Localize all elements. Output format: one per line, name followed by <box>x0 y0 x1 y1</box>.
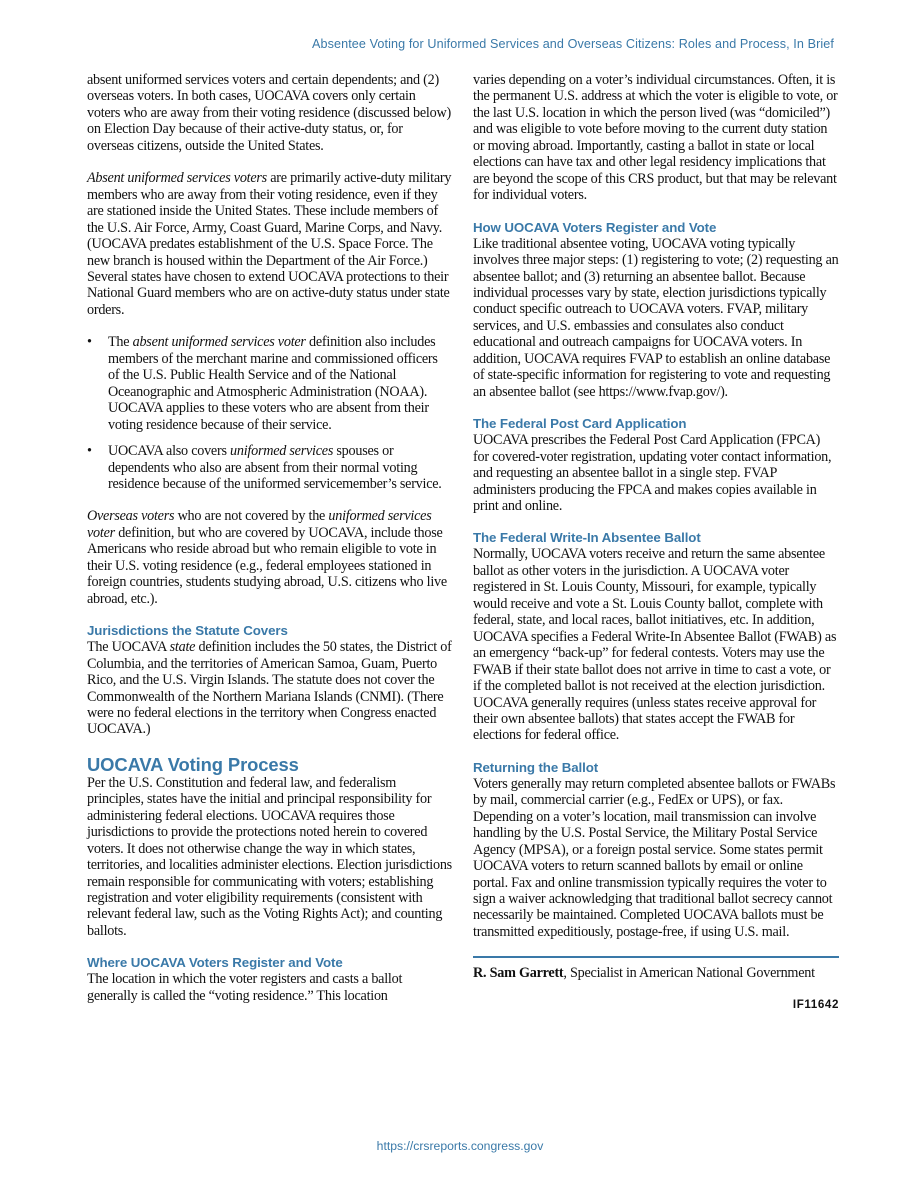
bullet-icon: • <box>87 334 92 351</box>
section-heading: How UOCAVA Voters Register and Vote <box>473 219 717 235</box>
document-id: IF11642 <box>792 997 839 1011</box>
paragraph-text: who are not covered by the <box>174 508 329 525</box>
bullet-list <box>87 334 452 492</box>
paragraph: UOCAVA prescribes the Federal Post Card Application (FPCA) for covered-voter registration, updating voter contact information, and requesting an absentee ballot in a single step. FVAP administers producing the FPCA and makes copies available in print and online. <box>473 432 832 514</box>
paragraph: Voters generally may return completed absentee ballots or FWABs by mail, commercial carrier (e.g., FedEx or UPS), or fax. Depending on a voter’s location, mail transmission can involve handling by the U.S. Postal Service, the Military Postal Service Agency (MPSA), or a foreign postal service. Some states permit UOCAVA voters to return scanned ballots by email or online portal. Fax and online transmission typically requires the voter to sign a waiver acknowledging that traditional ballot secrecy cannot necessarily be maintained. Completed UOCAVA ballots must be transmitted expeditiously, postage-free, if using U.S. mail. <box>473 775 836 940</box>
author-block <box>473 956 839 1010</box>
major-heading: UOCAVA Voting Process <box>87 753 299 775</box>
defined-term: absent uniformed services voter <box>132 334 306 351</box>
running-header: Absentee Voting for Uniformed Services and Overseas Citizens: Roles and Process, In Brief <box>312 37 834 51</box>
paragraph: Normally, UOCAVA voters receive and return the same absentee ballot as other voters in the jurisdiction. A UOCAVA voter registered in St. Louis County, Missouri, for example, typically would receive and vote a St. Louis County ballot, complete with federal, state, and local races, ballot initiatives, etc. In addition, UOCAVA specifies a Federal Write-In Absentee Ballot (FWAB) as an emergency “back-up” for federal contests. Voters may use the FWAB if their state ballot does not arrive in time to cast a vote, or if the completed ballot is not received at the election jurisdiction. UOCAVA generally requires (unless states receive approval for their own absentee ballots) that states accept the FWAB for elections for federal office. <box>473 546 837 744</box>
paragraph: The location in which the voter registers and casts a ballot generally is called the “voting residence.” This location <box>87 971 403 1004</box>
paragraph-text: definition, but who are covered by UOCAVA, include those Americans who reside abroad but who remain eligible to vote in their U.S. voting residence (e.g., federal employees stationed in foreign countries, students studying abroad, U.S. citizens who live abroad, etc.). <box>87 524 447 607</box>
author-line <box>473 965 839 981</box>
author-title: , Specialist in American National Government <box>563 965 815 982</box>
paragraph: Like traditional absentee voting, UOCAVA voting typically involves three major steps: (1) registering to vote; (2) requesting an absentee ballot; and (3) returning an absentee ballot. Because individual processes vary by state, election jurisdictions typically conduct specific outreach to UOCAVA voters. FVAP, military services, and U.S. embassies and consulates also conduct educational and outreach campaigns for UOCAVA voters. In addition, UOCAVA requires FVAP to establish an online database of state-specific information for registering to vote and requesting an absentee ballot (see https://www.fvap.gov/). <box>473 235 839 400</box>
defined-term: state <box>169 639 196 656</box>
paragraph-text: definition includes the 50 states, the District of Columbia, and the territories of American Samoa, Guam, Puerto Rico, and the U.S. Virgin Islands. The statute does not cover the Commonwealth of the Northern Mariana Islands (CNMI). (There were no federal elections in the territory when Congress enacted UOCAVA.) <box>87 639 452 738</box>
list-item <box>87 443 452 492</box>
paragraph-text: are primarily active-duty military members who are away from their voting residence, even if they are stationed inside the United States. These include members of the U.S. Air Force, Army, Coast Guard, Marine Corps, and Navy. (UOCAVA predates establishment of the U.S. Space Force. The new branch is housed within the Department of the Air Force.) Several states have chosen to extend UOCAVA protections to their National Guard members who are on active-duty status under state orders. <box>87 170 452 318</box>
author-name: R. Sam Garrett <box>473 965 564 982</box>
paragraph-text: The UOCAVA <box>87 639 170 656</box>
section-heading: Where UOCAVA Voters Register and Vote <box>87 955 343 971</box>
paragraph <box>87 170 452 318</box>
list-item-text: UOCAVA also covers <box>108 443 231 460</box>
list-item-text: definition also includes members of the merchant marine and commissioned officers of the U.S. Public Health Service and of the National Oceanographic and Atmospheric Administration (NOAA). UOCAVA applies to these voters who are absent from their voting residence because of their service. <box>108 334 438 433</box>
defined-term: Overseas voters <box>87 508 175 525</box>
paragraph: absent uniformed services voters and certain dependents; and (2) overseas voters. In both cases, UOCAVA covers only certain voters who are away from their voting residence (discussed below) on Election Day because of their active-duty status, or, for overseas citizens, outside the United States. <box>87 72 451 154</box>
list-item-text: The <box>108 334 133 351</box>
defined-term: Absent uniformed services voters <box>87 170 267 187</box>
defined-term: uniformed services <box>230 443 334 460</box>
defined-term: uniformed services voter <box>87 508 432 541</box>
paragraph: Per the U.S. Constitution and federal law, and federalism principles, states have the initial and principal responsibility for administering federal elections. UOCAVA requires those jurisdictions to provide the protections noted herein to covered voters. It does not otherwise change the way in which states, territories, and localities administer elections. Election jurisdictions remain responsible for communicating with voters; establishing registration and voter eligibility requirements (consistent with relevant federal law, such as the Voting Rights Act); and counting ballots. <box>87 774 452 939</box>
paragraph <box>87 508 452 607</box>
list-item <box>87 334 452 433</box>
section-heading: The Federal Post Card Application <box>473 416 687 432</box>
list-item-text: spouses or dependents who also are absent from their normal voting residence because of the uniformed servicemember’s service. <box>108 443 442 492</box>
footer-link[interactable]: https://crsreports.congress.gov <box>376 1139 544 1153</box>
paragraph <box>87 639 452 738</box>
left-column <box>87 72 452 1004</box>
section-heading: The Federal Write-In Absentee Ballot <box>473 530 701 546</box>
right-column <box>473 72 839 1011</box>
section-heading: Returning the Ballot <box>473 759 599 775</box>
bullet-icon: • <box>87 443 92 460</box>
section-heading: Jurisdictions the Statute Covers <box>87 623 288 639</box>
paragraph: varies depending on a voter’s individual circumstances. Often, it is the permanent U.S. address at which the voter is eligible to vote, or the last U.S. location in which the person lived (was “domiciled”) and was eligible to vote before moving to the current duty station or moving abroad. Importantly, casting a ballot in state or local elections can have tax and other legal residency implications that are beyond the scope of this CRS product, but that may be relevant for individual voters. <box>473 72 838 204</box>
